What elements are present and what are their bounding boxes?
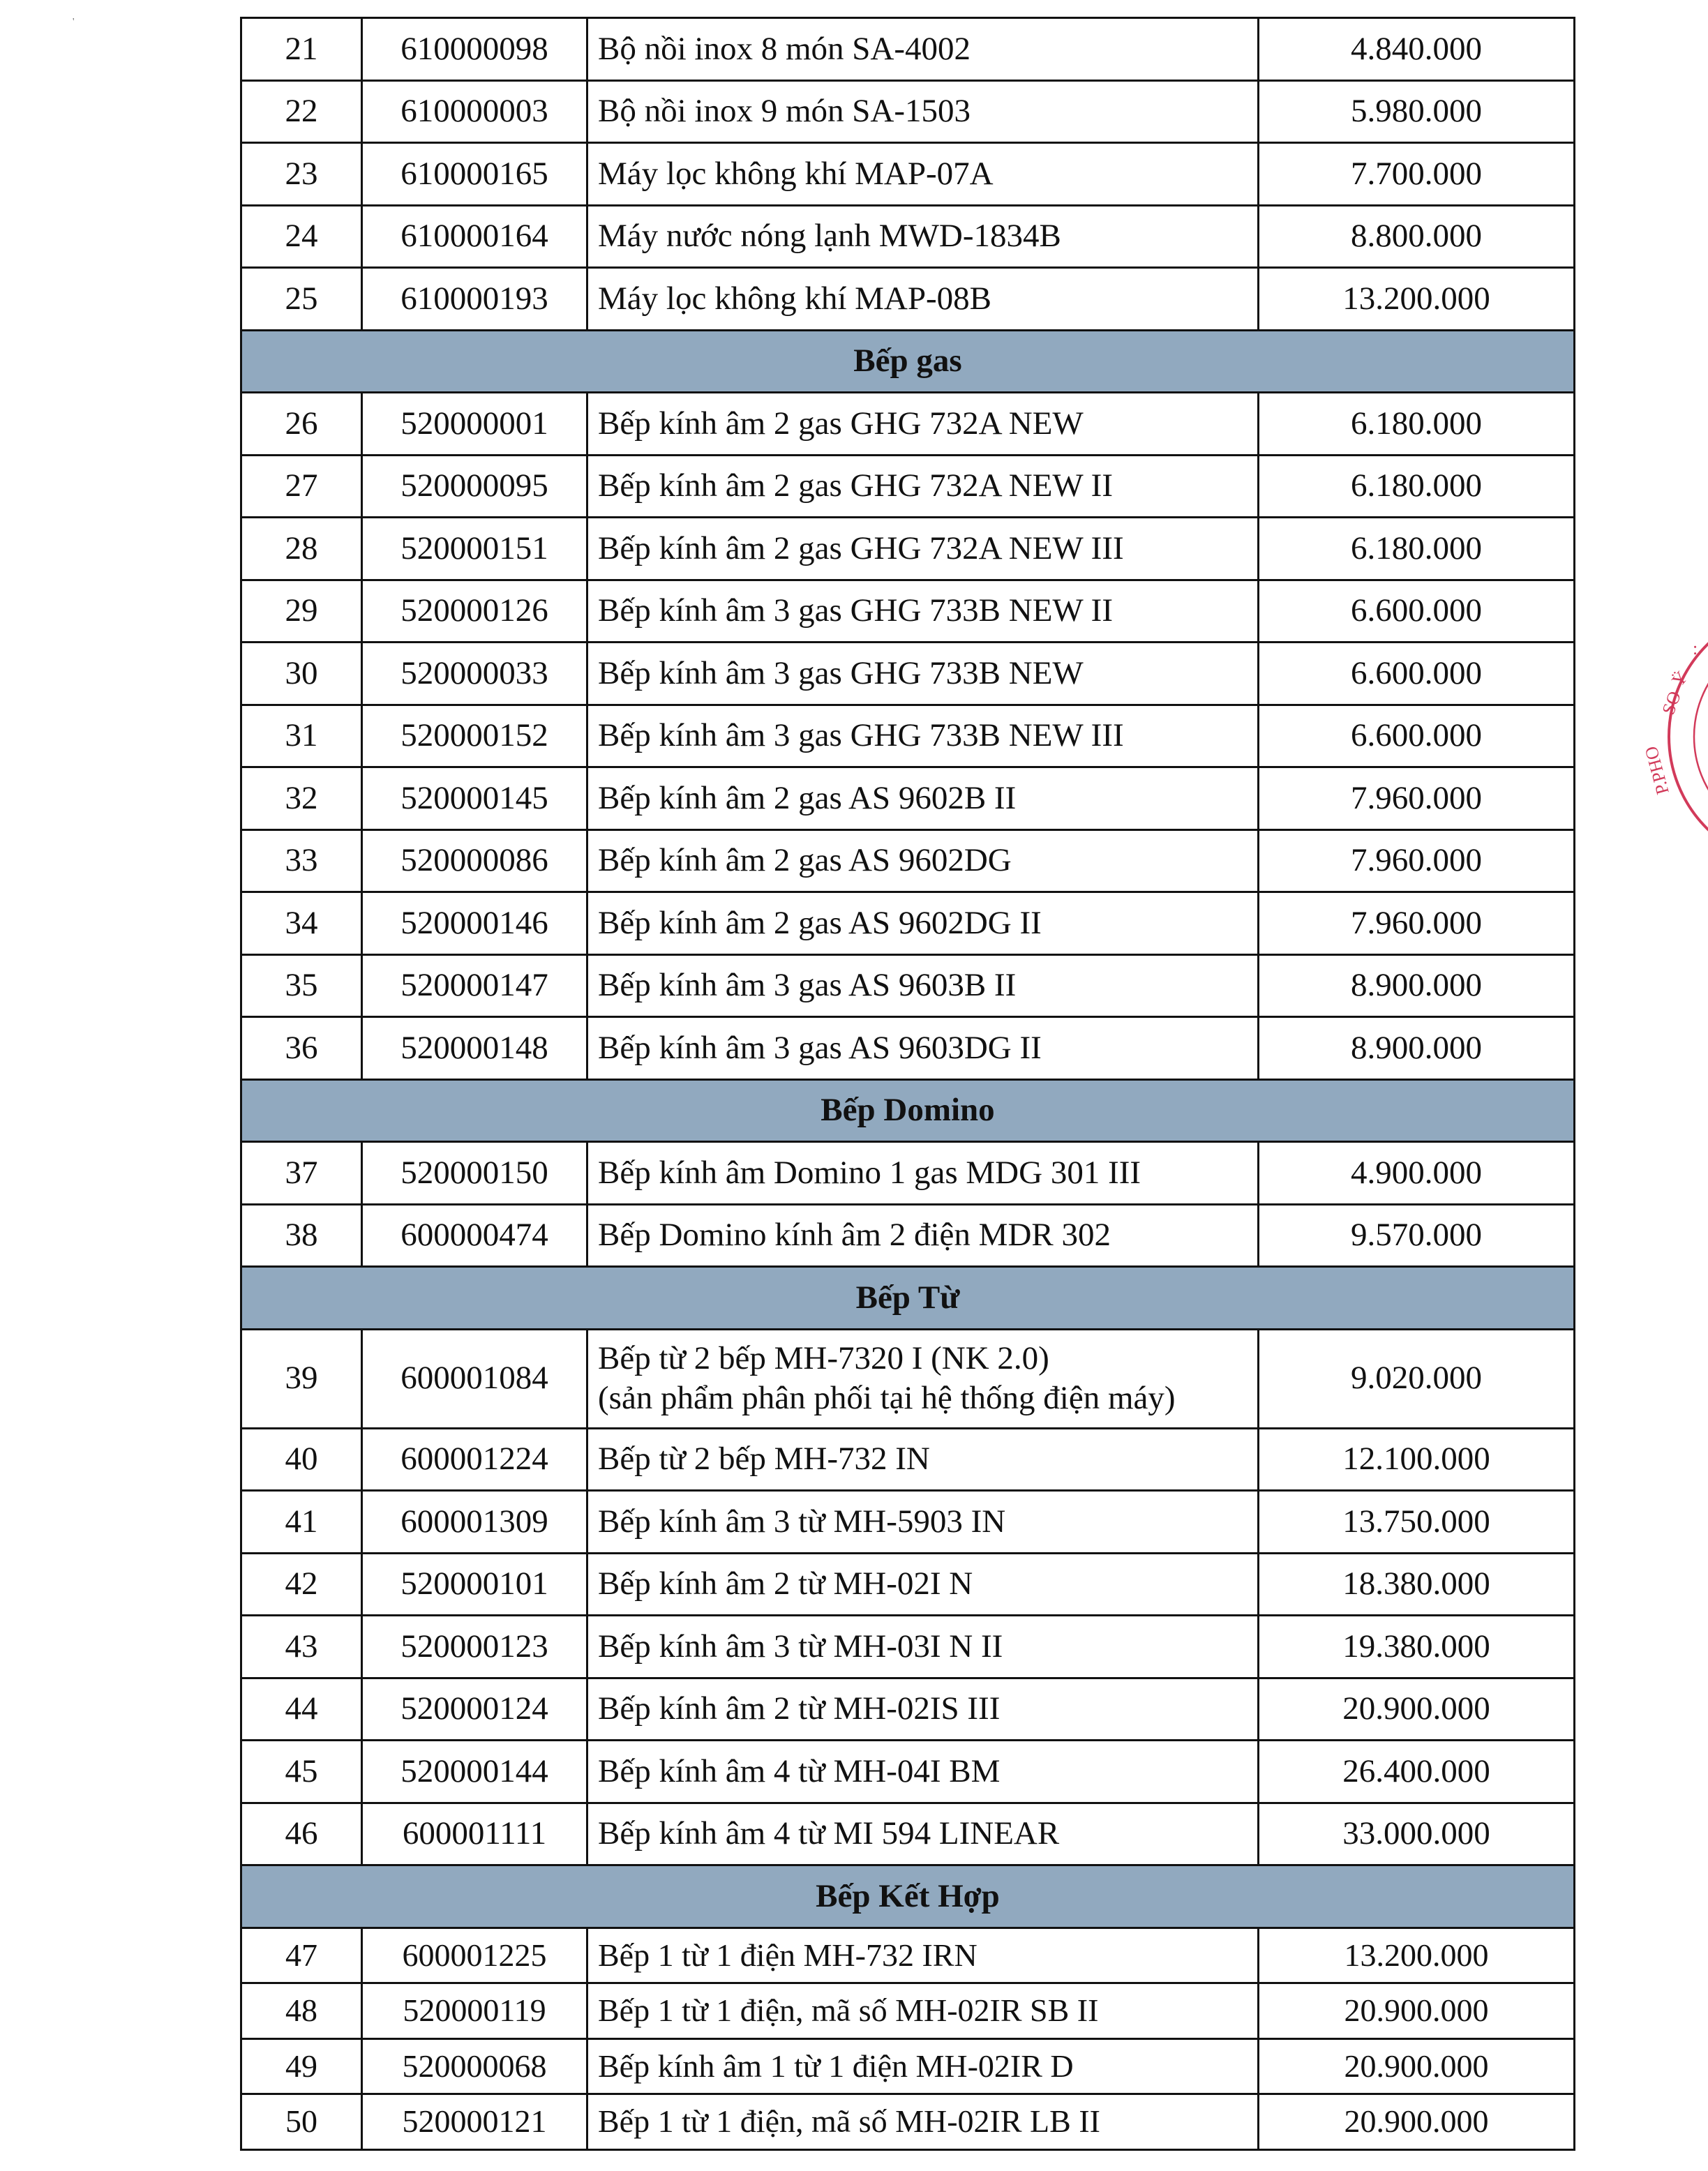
product-price: 6.180.000 <box>1259 518 1575 580</box>
row-number: 36 <box>241 1017 362 1080</box>
product-name: Bếp kính âm 2 từ MH-02IS III <box>587 1678 1259 1741</box>
table-row <box>241 518 1575 580</box>
product-code: 520000126 <box>362 580 587 643</box>
table-row <box>241 1553 1575 1616</box>
row-number: 30 <box>241 643 362 705</box>
row-number: 46 <box>241 1803 362 1865</box>
page-mark: ' <box>73 17 75 27</box>
product-price: 18.380.000 <box>1259 1553 1575 1616</box>
product-code: 520000101 <box>362 1553 587 1616</box>
product-price: 12.100.000 <box>1259 1428 1575 1491</box>
table-row <box>241 2038 1575 2094</box>
table-row <box>241 1329 1575 1428</box>
product-code: 600001084 <box>362 1329 587 1428</box>
stamp-text-4: P.PHO <box>1640 744 1673 797</box>
product-name: Bếp 1 từ 1 điện, mã số MH-02IR LB II <box>587 2094 1259 2150</box>
product-price: 33.000.000 <box>1259 1803 1575 1865</box>
product-name: Bếp kính âm 3 từ MH-03I N II <box>587 1616 1259 1678</box>
product-price: 4.840.000 <box>1259 18 1575 81</box>
table-row <box>241 705 1575 767</box>
product-name: Máy nước nóng lạnh MWD-1834B <box>587 205 1259 268</box>
table-row <box>241 143 1575 206</box>
product-code: 520000086 <box>362 829 587 892</box>
product-code: 520000148 <box>362 1017 587 1080</box>
table-row <box>241 1491 1575 1554</box>
price-table <box>240 17 1575 2151</box>
product-price: 20.900.000 <box>1259 1678 1575 1741</box>
product-name: Bếp kính âm 3 gas GHG 733B NEW <box>587 643 1259 705</box>
product-name: Bếp kính âm 2 gas AS 9602B II <box>587 767 1259 830</box>
table-row <box>241 393 1575 456</box>
row-number: 48 <box>241 1983 362 2039</box>
product-code: 610000193 <box>362 268 587 331</box>
product-code: 520000147 <box>362 954 587 1017</box>
row-number: 23 <box>241 143 362 206</box>
product-name: Bếp kính âm 2 gas AS 9602DG II <box>587 892 1259 955</box>
row-number: 27 <box>241 455 362 518</box>
section-title: Bếp Từ <box>241 1267 1575 1330</box>
price-table-body <box>241 18 1575 2150</box>
row-number: 35 <box>241 954 362 1017</box>
product-name: Bếp kính âm 2 gas GHG 732A NEW III <box>587 518 1259 580</box>
table-row <box>241 2094 1575 2150</box>
product-name: Bếp kính âm Domino 1 gas MDG 301 III <box>587 1142 1259 1205</box>
product-price: 6.180.000 <box>1259 455 1575 518</box>
product-name: Bếp kính âm 2 gas GHG 732A NEW II <box>587 455 1259 518</box>
product-name: Máy lọc không khí MAP-08B <box>587 268 1259 331</box>
product-name: Bếp Domino kính âm 2 điện MDR 302 <box>587 1204 1259 1267</box>
product-code: 610000165 <box>362 143 587 206</box>
product-code: 600001309 <box>362 1491 587 1554</box>
product-code: 520000124 <box>362 1678 587 1741</box>
product-code: 600001224 <box>362 1428 587 1491</box>
row-number: 37 <box>241 1142 362 1205</box>
stamp-text-3: SO <box>1658 688 1686 718</box>
row-number: 29 <box>241 580 362 643</box>
row-number: 33 <box>241 829 362 892</box>
product-price: 7.960.000 <box>1259 829 1575 892</box>
table-row <box>241 1142 1575 1205</box>
section-title: Bếp Domino <box>241 1079 1575 1142</box>
product-price: 7.700.000 <box>1259 143 1575 206</box>
product-name: Bếp từ 2 bếp MH-732 IN <box>587 1428 1259 1491</box>
row-number: 40 <box>241 1428 362 1491</box>
product-name: Bếp kính âm 3 gas GHG 733B NEW III <box>587 705 1259 767</box>
product-price: 8.900.000 <box>1259 1017 1575 1080</box>
table-row <box>241 1616 1575 1678</box>
table-row <box>241 1928 1575 1983</box>
row-number: 39 <box>241 1329 362 1428</box>
stamp-text-2: Ÿ <box>1668 667 1692 691</box>
section-row <box>241 1267 1575 1330</box>
product-price: 5.980.000 <box>1259 80 1575 143</box>
product-code: 520000033 <box>362 643 587 705</box>
table-row <box>241 892 1575 955</box>
product-price: 6.180.000 <box>1259 393 1575 456</box>
table-row <box>241 80 1575 143</box>
product-name: Bếp kính âm 4 từ MH-04I BM <box>587 1741 1259 1803</box>
product-price: 13.200.000 <box>1259 1928 1575 1983</box>
product-name: Bếp kính âm 2 gas GHG 732A NEW <box>587 393 1259 456</box>
table-row <box>241 954 1575 1017</box>
section-row <box>241 1865 1575 1928</box>
row-number: 43 <box>241 1616 362 1678</box>
row-number: 44 <box>241 1678 362 1741</box>
product-price: 6.600.000 <box>1259 643 1575 705</box>
product-code: 520000119 <box>362 1983 587 2039</box>
product-name-line: Bếp từ 2 bếp MH-7320 I (NK 2.0) <box>598 1339 1049 1376</box>
product-code: 520000068 <box>362 2038 587 2094</box>
row-number: 45 <box>241 1741 362 1803</box>
product-code: 520000144 <box>362 1741 587 1803</box>
row-number: 31 <box>241 705 362 767</box>
product-code: 520000150 <box>362 1142 587 1205</box>
product-code: 600001111 <box>362 1803 587 1865</box>
product-price: 6.600.000 <box>1259 705 1575 767</box>
product-name-note: (sản phẩm phân phối tại hệ thống điện máy) <box>598 1380 1176 1416</box>
table-row <box>241 1741 1575 1803</box>
product-price: 19.380.000 <box>1259 1616 1575 1678</box>
row-number: 47 <box>241 1928 362 1983</box>
table-row <box>241 455 1575 518</box>
table-row <box>241 1678 1575 1741</box>
product-name: Bếp 1 từ 1 điện MH-732 IRN <box>587 1928 1259 1983</box>
row-number: 21 <box>241 18 362 81</box>
section-row <box>241 1079 1575 1142</box>
product-code: 610000003 <box>362 80 587 143</box>
section-title: Bếp gas <box>241 330 1575 393</box>
row-number: 22 <box>241 80 362 143</box>
section-title: Bếp Kết Hợp <box>241 1865 1575 1928</box>
row-number: 38 <box>241 1204 362 1267</box>
product-price: 20.900.000 <box>1259 1983 1575 2039</box>
section-row <box>241 330 1575 393</box>
table-row <box>241 1983 1575 2039</box>
row-number: 42 <box>241 1553 362 1616</box>
row-number: 28 <box>241 518 362 580</box>
product-price: 7.960.000 <box>1259 892 1575 955</box>
product-price: 9.570.000 <box>1259 1204 1575 1267</box>
row-number: 49 <box>241 2038 362 2094</box>
product-price: 8.900.000 <box>1259 954 1575 1017</box>
product-price: 13.200.000 <box>1259 268 1575 331</box>
product-code: 520000121 <box>362 2094 587 2150</box>
product-name <box>587 1329 1259 1428</box>
product-name: Bộ nồi inox 8 món SA-4002 <box>587 18 1259 81</box>
red-stamp-fragment <box>1640 604 1708 869</box>
product-name: Bếp 1 từ 1 điện, mã số MH-02IR SB II <box>587 1983 1259 2039</box>
product-code: 520000151 <box>362 518 587 580</box>
row-number: 32 <box>241 767 362 830</box>
row-number: 26 <box>241 393 362 456</box>
product-code: 520000146 <box>362 892 587 955</box>
table-row <box>241 268 1575 331</box>
product-price: 20.900.000 <box>1259 2094 1575 2150</box>
product-name: Bếp kính âm 1 từ 1 điện MH-02IR D <box>587 2038 1259 2094</box>
product-price: 26.400.000 <box>1259 1741 1575 1803</box>
table-row <box>241 1204 1575 1267</box>
product-name: Bếp kính âm 3 từ MH-5903 IN <box>587 1491 1259 1554</box>
stamp-text-1: : <box>1693 638 1698 659</box>
product-code: 600001225 <box>362 1928 587 1983</box>
row-number: 41 <box>241 1491 362 1554</box>
row-number: 24 <box>241 205 362 268</box>
product-price: 20.900.000 <box>1259 2038 1575 2094</box>
product-name: Bếp kính âm 3 gas AS 9603DG II <box>587 1017 1259 1080</box>
table-row <box>241 18 1575 81</box>
product-price: 4.900.000 <box>1259 1142 1575 1205</box>
product-code: 520000145 <box>362 767 587 830</box>
product-code: 610000164 <box>362 205 587 268</box>
product-name: Bếp kính âm 2 gas AS 9602DG <box>587 829 1259 892</box>
product-name: Bếp kính âm 3 gas GHG 733B NEW II <box>587 580 1259 643</box>
product-name: Bộ nồi inox 9 món SA-1503 <box>587 80 1259 143</box>
table-row <box>241 1428 1575 1491</box>
product-name: Máy lọc không khí MAP-07A <box>587 143 1259 206</box>
product-code: 610000098 <box>362 18 587 81</box>
table-row <box>241 767 1575 830</box>
product-price: 6.600.000 <box>1259 580 1575 643</box>
table-row <box>241 829 1575 892</box>
product-code: 520000095 <box>362 455 587 518</box>
product-price: 13.750.000 <box>1259 1491 1575 1554</box>
product-code: 520000152 <box>362 705 587 767</box>
table-row <box>241 1017 1575 1080</box>
product-code: 520000123 <box>362 1616 587 1678</box>
product-code: 520000001 <box>362 393 587 456</box>
product-code: 600000474 <box>362 1204 587 1267</box>
product-name: Bếp kính âm 4 từ MI 594 LINEAR <box>587 1803 1259 1865</box>
table-row <box>241 580 1575 643</box>
row-number: 25 <box>241 268 362 331</box>
product-price: 7.960.000 <box>1259 767 1575 830</box>
product-name: Bếp kính âm 3 gas AS 9603B II <box>587 954 1259 1017</box>
row-number: 50 <box>241 2094 362 2150</box>
row-number: 34 <box>241 892 362 955</box>
product-price: 9.020.000 <box>1259 1329 1575 1428</box>
table-row <box>241 1803 1575 1865</box>
table-row <box>241 205 1575 268</box>
product-name: Bếp kính âm 2 từ MH-02I N <box>587 1553 1259 1616</box>
table-row <box>241 643 1575 705</box>
product-price: 8.800.000 <box>1259 205 1575 268</box>
